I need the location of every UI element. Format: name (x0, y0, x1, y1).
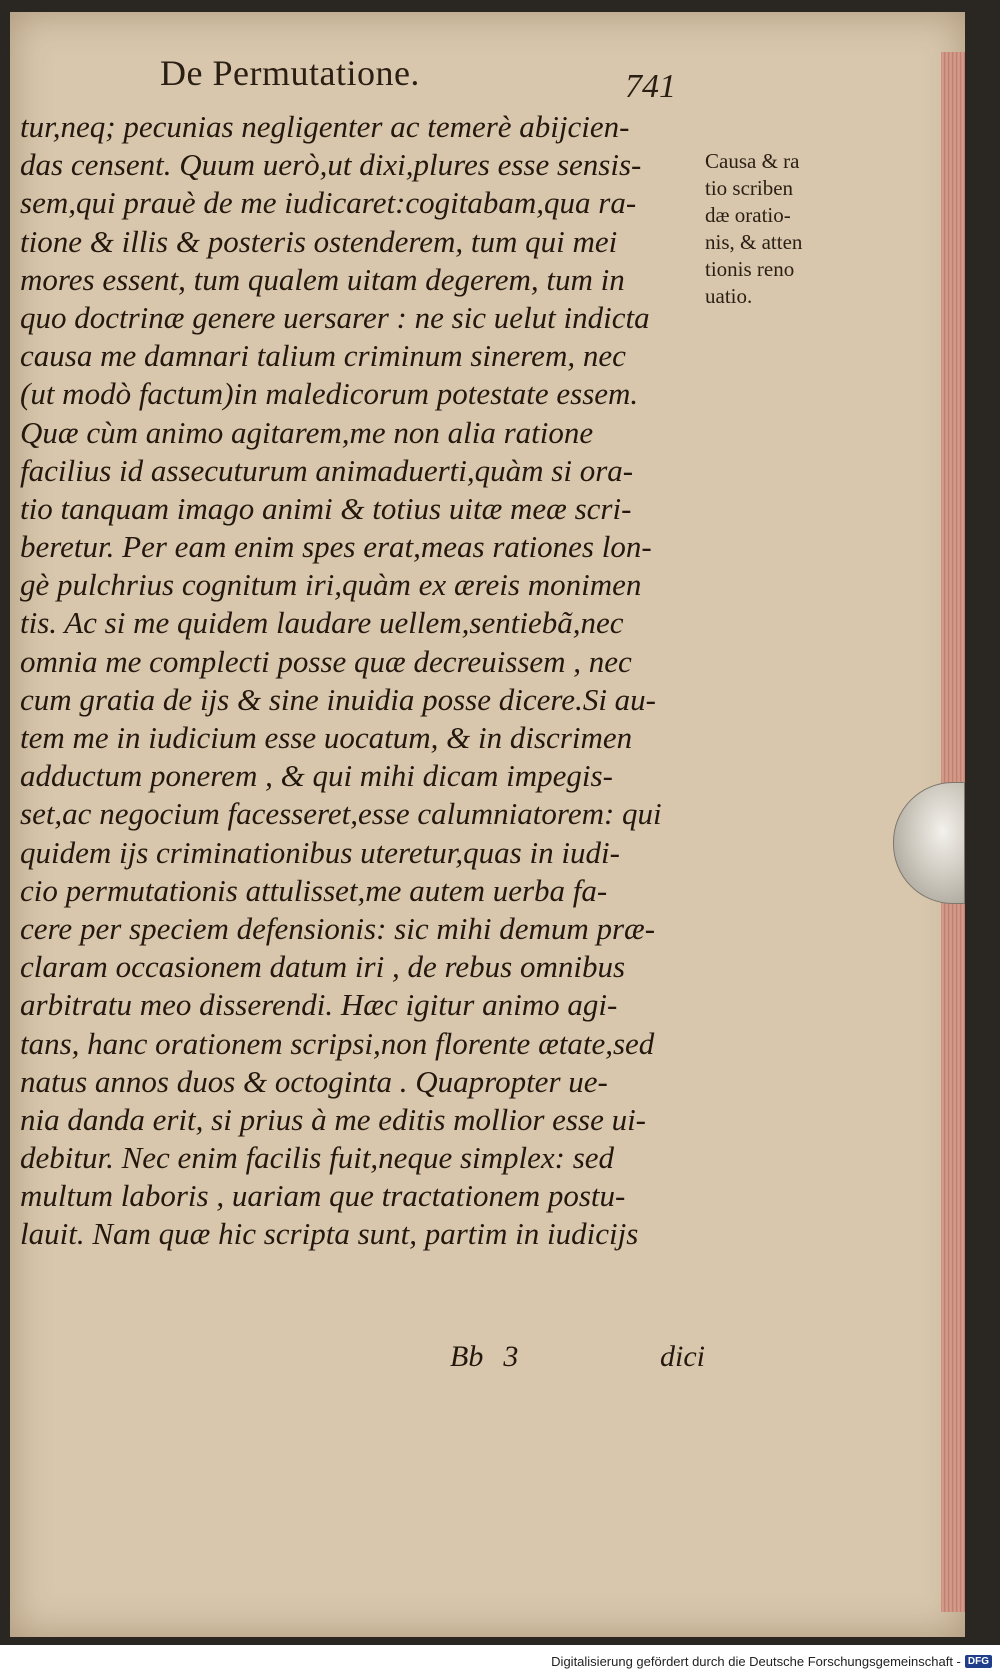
text-line: tio tanquam imago animi & totius uitæ meæ scri- (20, 490, 632, 526)
signature-number: 3 (503, 1340, 519, 1373)
running-header: De Permutatione. (160, 53, 420, 93)
text-line: nia danda erit, si prius à me editis mollior esse ui- (20, 1101, 647, 1137)
margin-note (705, 148, 825, 310)
text-line: tione & illis & posteris ostenderem, tum qui mei (20, 223, 618, 259)
dfg-logo: DFG (965, 1655, 992, 1668)
text-line: quidem ijs criminationibus uteretur,quas in iudi- (20, 834, 620, 870)
text-line: arbitratu meo disserendi. Hæc igitur animo agi- (20, 987, 618, 1023)
text-line: facilius id assecuturum animaduerti,quàm si ora- (20, 452, 634, 488)
text-line: adductum ponerem , & qui mihi dicam impegis- (20, 758, 613, 794)
margin-note-line: Causa & ra (705, 149, 800, 173)
margin-note-line: nis, & atten (705, 230, 803, 254)
text-line: sem,qui prauè de me iudicaret:cogitabam,qua ra- (20, 185, 637, 221)
text-line: tem me in iudicium esse uocatum, & in discrimen (20, 720, 633, 755)
text-line: (ut modò factum)in maledicorum potestate essem. (20, 376, 639, 412)
text-line: gè pulchrius cognitum iri,quàm ex æreis monimen (20, 567, 642, 603)
page-number: 741 (625, 68, 676, 105)
text-line: lauit. Nam quæ hic scripta sunt, partim in iudicijs (20, 1216, 639, 1252)
text-line: claram occasionem datum iri , de rebus omnibus (20, 949, 626, 985)
text-line: natus annos duos & octoginta . Quapropter ue- (20, 1063, 608, 1099)
text-line: causa me damnari talium criminum sinerem, nec (20, 338, 626, 374)
text-line: multum laboris , uariam que tractationem postu- (20, 1178, 626, 1214)
text-line: cere per speciem defensionis: sic mihi demum præ- (20, 910, 656, 946)
text-line: das censent. Quum uerò,ut dixi,plures esse sensis- (20, 147, 642, 183)
text-line: beretur. Per eam enim spes erat,meas rationes lon- (20, 529, 652, 565)
margin-note-line: tionis reno (705, 257, 795, 281)
text-line: Quæ cùm animo agitarem,me non alia ratione (20, 414, 594, 450)
margin-note-line: uatio. (705, 284, 753, 308)
catchword: dici (660, 1340, 705, 1373)
text-line: tis. Ac si me quidem laudare uellem,sentiebã,nec (20, 605, 624, 641)
signature-line (450, 1340, 705, 1374)
credit-text: Digitalisierung gefördert durch die Deutsche Forschungsgemeinschaft - (551, 1654, 961, 1669)
text-line: set,ac negocium facesseret,esse calumniatorem: qui (20, 796, 662, 832)
text-line: cio permutationis attulisset,me autem uerba fa- (20, 872, 608, 908)
text-line: debitur. Nec enim facilis fuit,neque simplex: sed (20, 1140, 615, 1176)
signature-mark: Bb (450, 1340, 484, 1373)
text-line: mores essent, tum qualem uitam degerem, tum in (20, 261, 625, 297)
text-line: omnia me complecti posse quæ decreuissem , nec (20, 643, 632, 679)
text-line: tur,neq; pecunias negligenter ac temerè abijcien- (20, 109, 630, 144)
main-text (20, 108, 695, 1254)
text-line: quo doctrinæ genere uersarer : ne sic uelut indicta (20, 299, 650, 335)
digitization-credit (551, 1654, 992, 1669)
text-line: cum gratia de ijs & sine inuidia posse dicere.Si au- (20, 681, 656, 717)
margin-note-line: tio scriben (705, 176, 794, 200)
clasp-icon (893, 782, 965, 904)
text-line: tans, hanc orationem scripsi,non florente ætate,sed (20, 1025, 655, 1061)
margin-note-line: dæ oratio- (705, 203, 791, 227)
